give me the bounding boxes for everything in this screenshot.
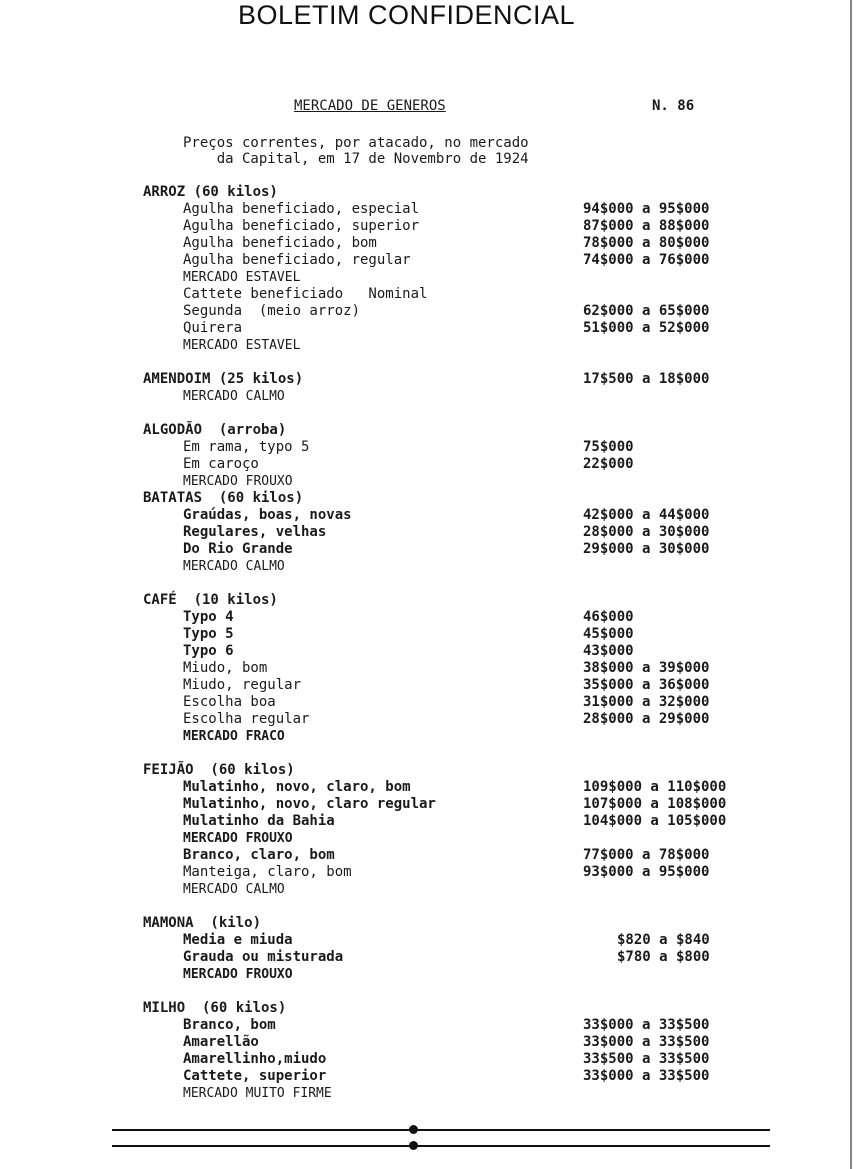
item-price: 22$000: [583, 456, 634, 472]
item-label: Do Rio Grande: [183, 541, 293, 557]
item-price: 75$000: [583, 439, 634, 455]
item-label: Typo 5: [183, 626, 234, 642]
market-status: MERCADO MUITO FIRME: [183, 1086, 332, 1101]
item-label: Miudo, bom: [183, 660, 268, 676]
market-status: MERCADO ESTAVEL: [183, 338, 301, 353]
item-price: 93$000 a 95$000: [583, 864, 710, 880]
item-label: Escolha regular: [183, 711, 310, 727]
footer-rule-top: [112, 1129, 770, 1131]
item-price: $780 a $800: [617, 949, 710, 965]
item-label: Agulha beneficiado, especial: [183, 201, 420, 217]
item-price: 33$000 a 33$500: [583, 1017, 710, 1033]
item-label: Agulha beneficiado, bom: [183, 235, 377, 251]
footer-rule-bottom: [112, 1145, 770, 1147]
item-label: Typo 4: [183, 609, 234, 625]
section-heading: ARROZ (60 kilos): [143, 184, 278, 200]
section-heading: CAFÉ (10 kilos): [143, 592, 278, 608]
item-price: 42$000 a 44$000: [583, 507, 710, 523]
item-label: Miudo, regular: [183, 677, 302, 693]
section-heading: MAMONA (kilo): [143, 915, 262, 931]
item-label: Branco, bom: [183, 1017, 276, 1033]
item-label: Escolha boa: [183, 694, 276, 710]
intro-line-1: Preços correntes, por atacado, no mercado: [183, 135, 529, 151]
item-price: 28$000 a 30$000: [583, 524, 710, 540]
section-heading: AMENDOIM (25 kilos): [143, 371, 304, 387]
item-label: Manteiga, claro, bom: [183, 864, 352, 880]
item-price: 29$000 a 30$000: [583, 541, 710, 557]
item-price: 87$000 a 88$000: [583, 218, 710, 234]
item-price: 74$000 a 76$000: [583, 252, 710, 268]
item-price: 33$500 a 33$500: [583, 1051, 710, 1067]
item-price: 33$000 a 33$500: [583, 1034, 710, 1050]
market-status: MERCADO FROUXO: [183, 967, 293, 982]
item-price: 78$000 a 80$000: [583, 235, 710, 251]
item-price: 31$000 a 32$000: [583, 694, 710, 710]
document-title: BOLETIM CONFIDENCIAL: [238, 0, 576, 30]
section-milho: [0, 1000, 856, 1102]
item-price: 46$000: [583, 609, 634, 625]
item-label: Em caroço: [183, 456, 259, 472]
section-heading: MILHO (60 kilos): [143, 1000, 287, 1016]
item-price: 43$000: [583, 643, 634, 659]
item-price: 62$000 a 65$000: [583, 303, 710, 319]
item-label: Typo 6: [183, 643, 234, 659]
item-label: Mulatinho da Bahia: [183, 813, 335, 829]
item-price: 94$000 a 95$000: [583, 201, 710, 217]
item-label: Cattete beneficiado Nominal: [183, 286, 428, 302]
intro-text: [183, 135, 529, 167]
item-price: 107$000 a 108$000: [583, 796, 727, 812]
item-label: Cattete, superior: [183, 1068, 327, 1084]
item-label: Em rama, typo 5: [183, 439, 310, 455]
item-label: Graúdas, boas, novas: [183, 507, 352, 523]
item-label: Regulares, velhas: [183, 524, 327, 540]
market-status: MERCADO FRACO: [183, 729, 285, 744]
section-algodao: [0, 422, 856, 490]
document-subtitle: MERCADO DE GENEROS: [294, 98, 446, 114]
item-price: 33$000 a 33$500: [583, 1068, 710, 1084]
item-price: 38$000 a 39$000: [583, 660, 710, 676]
item-label: Grauda ou misturada: [183, 949, 344, 965]
footer-ornament-dot: [409, 1125, 418, 1134]
item-label: Branco, claro, bom: [183, 847, 335, 863]
item-price: 28$000 a 29$000: [583, 711, 710, 727]
price-list: [0, 184, 856, 1102]
market-status: MERCADO CALMO: [183, 882, 285, 897]
section-arroz: [0, 184, 856, 354]
section-mamona: [0, 915, 856, 983]
item-label: Agulha beneficiado, superior: [183, 218, 420, 234]
market-status: MERCADO CALMO: [183, 559, 285, 574]
item-price: $820 a $840: [617, 932, 710, 948]
section-heading: FEIJÃO (60 kilos): [143, 762, 295, 778]
section-feijao: [0, 762, 856, 898]
market-status: MERCADO CALMO: [183, 389, 285, 404]
item-label: Segunda (meio arroz): [183, 303, 361, 319]
page-edge-line: [850, 0, 852, 1169]
item-label: Agulha beneficiado, regular: [183, 252, 411, 268]
item-label: Quirera: [183, 320, 243, 336]
footer-ornament-dot: [409, 1141, 418, 1150]
section-heading: BATATAS (60 kilos): [143, 490, 304, 506]
section-amendoim: [0, 371, 856, 405]
item-price: 35$000 a 36$000: [583, 677, 710, 693]
item-label: Amarellinho,miudo: [183, 1051, 327, 1067]
item-label: Mulatinho, novo, claro regular: [183, 796, 436, 812]
item-price: 45$000: [583, 626, 634, 642]
item-label: Media e miuda: [183, 932, 293, 948]
market-status: MERCADO FROUXO: [183, 831, 293, 846]
item-price: 77$000 a 78$000: [583, 847, 710, 863]
market-status: MERCADO FROUXO: [183, 474, 293, 489]
intro-line-2: da Capital, em 17 de Novembro de 1924: [216, 151, 529, 167]
section-batatas: [0, 490, 856, 575]
item-label: Amarellão: [183, 1034, 259, 1050]
item-price: 17$500 a 18$000: [583, 371, 710, 387]
bulletin-number: N. 86: [652, 98, 695, 114]
item-price: 51$000 a 52$000: [583, 320, 710, 336]
market-status: MERCADO ESTAVEL: [183, 270, 301, 285]
item-label: Mulatinho, novo, claro, bom: [183, 779, 411, 795]
section-cafe: [0, 592, 856, 745]
item-price: 109$000 a 110$000: [583, 779, 727, 795]
section-heading: ALGODÃO (arroba): [143, 422, 287, 438]
item-price: 104$000 a 105$000: [583, 813, 727, 829]
